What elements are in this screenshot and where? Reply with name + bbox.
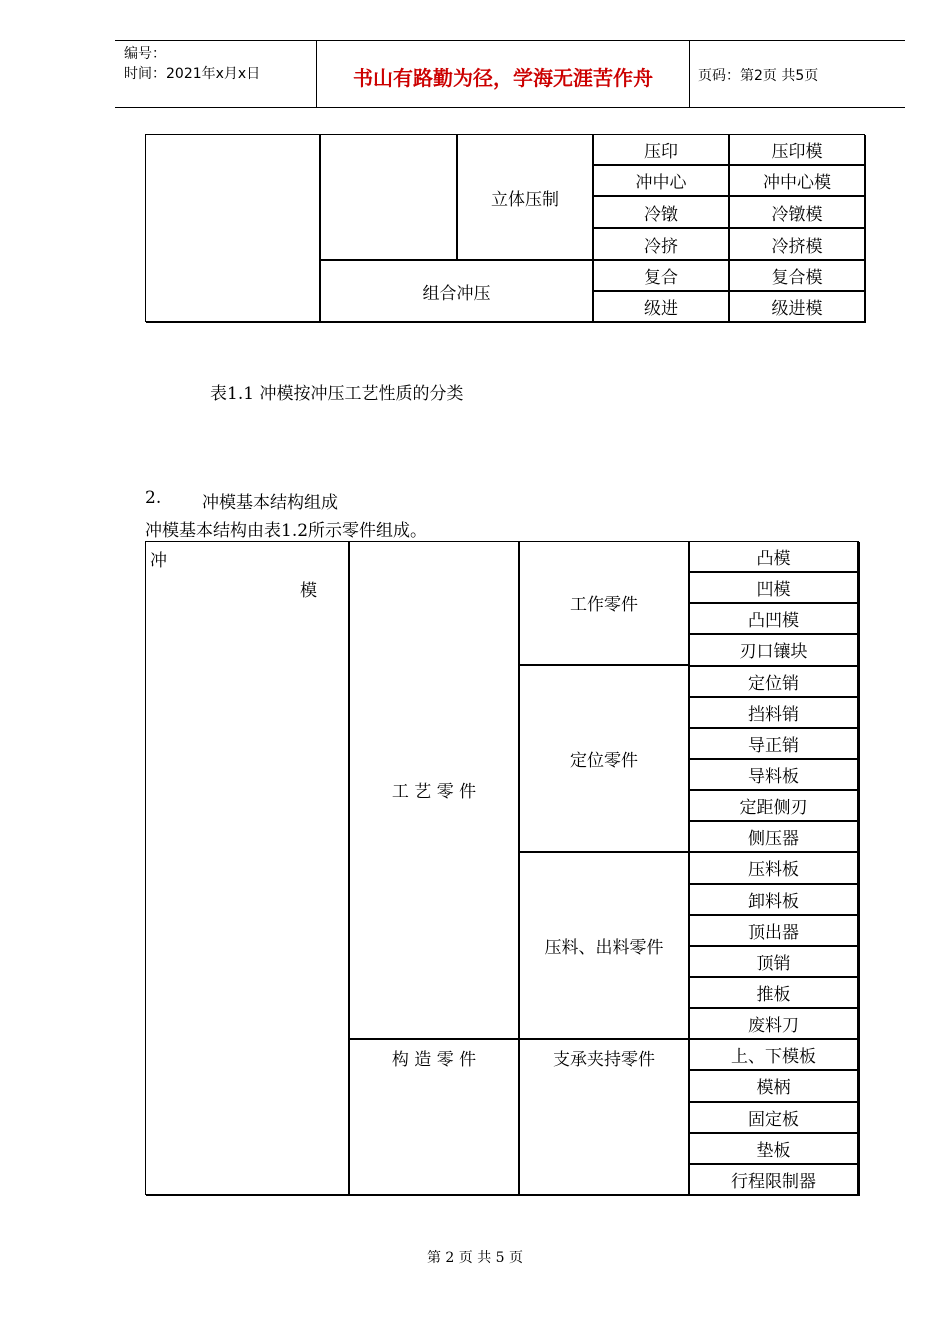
table2-part-cell: 刃口镶块 bbox=[689, 634, 858, 665]
table1-die-cell: 冷挤模 bbox=[729, 228, 865, 260]
table2-category-process: 工 艺 零 件 bbox=[391, 782, 477, 802]
header-divider bbox=[689, 40, 690, 107]
table1-process-cell: 冲中心 bbox=[593, 165, 729, 196]
table1-process-cell: 冷镦 bbox=[593, 196, 729, 228]
section-title: 冲模基本结构组成 bbox=[202, 493, 338, 513]
table2-part-cell: 顶出器 bbox=[689, 915, 858, 946]
table2-root-char: 模 bbox=[300, 581, 317, 601]
table1-empty-cell bbox=[145, 134, 320, 322]
table2-root-char: 冲 bbox=[150, 551, 167, 571]
table1-process-cell: 级进 bbox=[593, 291, 729, 322]
table2-part-cell: 侧压器 bbox=[689, 821, 858, 852]
serial-label: 编号： bbox=[124, 46, 166, 62]
table2-part-cell: 上、下模板 bbox=[689, 1039, 858, 1070]
table2-part-cell: 凹模 bbox=[689, 572, 858, 603]
header-bottom-rule bbox=[115, 107, 905, 108]
table2-part-cell: 压料板 bbox=[689, 852, 858, 883]
table2-part-cell: 凸模 bbox=[689, 541, 858, 572]
table2-part-cell: 行程限制器 bbox=[689, 1164, 858, 1195]
table2-group-work: 工作零件 bbox=[570, 595, 638, 615]
table2-part-cell: 导料板 bbox=[689, 759, 858, 790]
table2-part-cell: 顶销 bbox=[689, 946, 858, 977]
table1-process-cell: 压印 bbox=[593, 134, 729, 165]
page-label: 页码：第2页 共5页 bbox=[698, 68, 819, 84]
table2-part-cell: 模柄 bbox=[689, 1070, 858, 1101]
table2-part-cell: 导正销 bbox=[689, 728, 858, 759]
table2-part-cell: 卸料板 bbox=[689, 884, 858, 915]
table2-part-cell: 推板 bbox=[689, 977, 858, 1008]
section-number: 2. bbox=[145, 488, 162, 508]
table2-part-cell: 定位销 bbox=[689, 666, 858, 697]
table1-die-cell: 级进模 bbox=[729, 291, 865, 322]
table1-die-cell: 压印模 bbox=[729, 134, 865, 165]
table1-process-cell: 冷挤 bbox=[593, 228, 729, 260]
table2-group-press: 压料、出料零件 bbox=[544, 938, 664, 958]
header-top-rule bbox=[115, 40, 905, 41]
table1-process-cell: 复合 bbox=[593, 260, 729, 291]
table2-group-support: 支承夹持零件 bbox=[553, 1049, 655, 1070]
page-footer: 第 2 页 共 5 页 bbox=[426, 1250, 524, 1266]
header-motto: 书山有路勤为径，学海无涯苦作舟 bbox=[353, 66, 653, 90]
date-label: 时间：2021年x月x日 bbox=[124, 66, 261, 82]
table1-die-cell: 冷镦模 bbox=[729, 196, 865, 228]
table1-group-combo: 组合冲压 bbox=[320, 260, 593, 322]
table2-category-structure: 构 造 零 件 bbox=[391, 1049, 477, 1070]
table1-group-3d: 立体压制 bbox=[457, 134, 593, 260]
table2-part-cell: 挡料销 bbox=[689, 697, 858, 728]
table2-part-cell: 固定板 bbox=[689, 1102, 858, 1133]
table2-part-cell: 垫板 bbox=[689, 1133, 858, 1164]
table2-part-cell: 凸凹模 bbox=[689, 603, 858, 634]
table1-empty-cell bbox=[320, 134, 457, 260]
table-caption: 表1.1 冲模按冲压工艺性质的分类 bbox=[210, 384, 464, 404]
table1-die-cell: 冲中心模 bbox=[729, 165, 865, 196]
table2-part-cell: 废料刀 bbox=[689, 1008, 858, 1039]
section-intro: 冲模基本结构由表1.2所示零件组成。 bbox=[145, 521, 428, 541]
table1-die-cell: 复合模 bbox=[729, 260, 865, 291]
table2-group-locate: 定位零件 bbox=[570, 751, 638, 771]
table2-part-cell: 定距侧刃 bbox=[689, 790, 858, 821]
